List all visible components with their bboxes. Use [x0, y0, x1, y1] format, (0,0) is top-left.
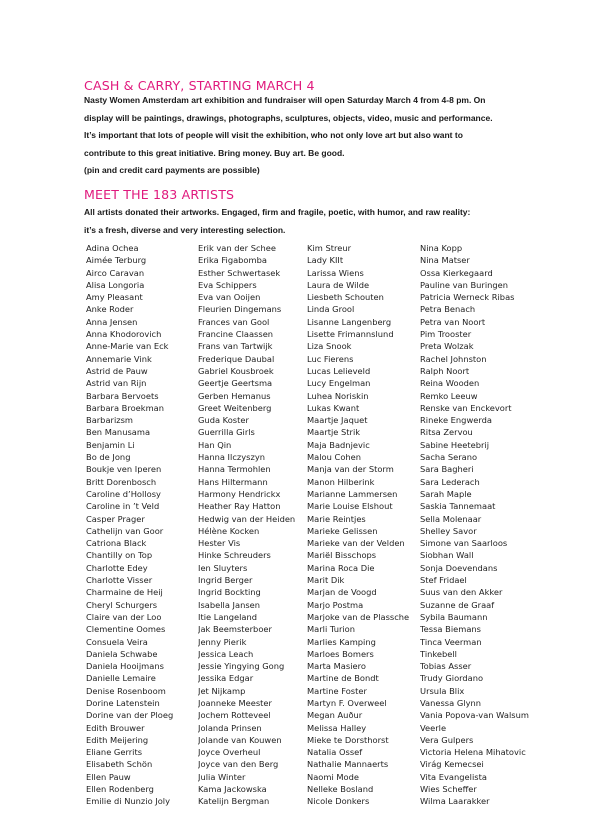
artist-name: Veerle	[420, 722, 447, 733]
artist-name: Mieke te Dorsthorst	[307, 734, 389, 745]
artist-name: Airco Caravan	[86, 267, 145, 278]
artist-name: Claire van der Loo	[86, 611, 162, 622]
artist-name: Suzanne de Graaf	[420, 599, 495, 610]
artist-name: Catriona Black	[86, 538, 147, 549]
artist-name: Lucy Engelman	[307, 378, 371, 389]
artist-name: Edith Brouwer	[86, 722, 145, 733]
artist-name: Lisette Frimannslund	[307, 329, 394, 340]
artist-name: Itie Langeland	[198, 611, 257, 622]
artist-name: Adina Ochea	[86, 243, 139, 253]
artist-name: Rachel Johnston	[420, 353, 487, 364]
artist-name: Fleurien Dingemans	[198, 304, 282, 315]
artist-column-4	[420, 242, 550, 808]
artist-name: Anne-Marie van Eck	[86, 341, 169, 352]
artist-name: Natalia Ossef	[307, 747, 363, 758]
artist-name: Stef Fridael	[420, 575, 467, 586]
artist-name: Rineke Engwerda	[420, 415, 492, 426]
artist-name: Tobias Asser	[420, 661, 472, 672]
artist-name: Francine Claassen	[198, 329, 274, 340]
artist-column-1	[86, 242, 208, 808]
artist-name: Larissa Wiens	[307, 267, 364, 278]
artist-name: Liesbeth Schouten	[307, 292, 384, 303]
artist-name: Erika Figabomba	[198, 255, 267, 266]
artist-name: Dorine van der Ploeg	[86, 710, 174, 721]
artist-name: Jolande van Kouwen	[198, 734, 282, 745]
artist-name: Anna Jensen	[86, 316, 138, 327]
artist-name: Marjo Postma	[307, 599, 364, 610]
artist-name: Frans van Tartwijk	[198, 341, 273, 352]
artist-name: Ritsa Zervou	[420, 427, 473, 438]
artist-name: Barbara Broekman	[86, 402, 165, 413]
artist-name: Benjamin Li	[86, 439, 135, 450]
artist-name: Greet Weitenberg	[198, 402, 272, 413]
artist-name: Hanna Termohlen	[198, 464, 271, 475]
artist-name: Charlotte Visser	[86, 575, 153, 586]
artist-name: Annemarie Vink	[86, 353, 152, 364]
artist-name: Mariël Bisschops	[307, 550, 377, 561]
artist-name: Ellen Rodenberg	[86, 784, 154, 795]
artist-name: Anna Khodorovich	[86, 329, 162, 340]
artist-name: Gerben Hemanus	[198, 390, 271, 401]
artist-name: Boukje ven Iperen	[86, 464, 162, 475]
artist-name: Caroline d’Hollosy	[86, 488, 161, 499]
artist-name: Petra van Noort	[420, 316, 486, 327]
artist-name: Astrid de Pauw	[86, 365, 148, 376]
artist-name: Clementine Oomes	[86, 624, 166, 635]
artist-name: Ralph Noort	[420, 365, 470, 376]
artist-name: Virág Kemecsei	[420, 759, 484, 770]
artist-name: Kim Streur	[307, 243, 351, 253]
artist-name: Nina Kopp	[420, 243, 463, 253]
artist-name: Nathalie Mannaerts	[307, 759, 389, 770]
paragraph-line: All artists donated their artworks. Engaged, firm and fragile, poetic, with humor, and raw reality:	[84, 207, 471, 217]
artist-name: Hinke Schreuders	[198, 550, 271, 561]
artist-name: Marli Turion	[307, 624, 356, 635]
artist-name: Luc Fierens	[307, 353, 354, 364]
artist-name: Simone van Saarloos	[420, 538, 508, 549]
artist-name: Wies Scheffer	[420, 784, 477, 795]
artist-name: Guda Koster	[198, 415, 249, 426]
paragraph-line: It’s important that lots of people will visit the exhibition, who not only love art but also want to	[84, 130, 463, 140]
artist-name: Cheryl Schurgers	[86, 599, 158, 610]
artist-name: Shelley Savor	[420, 525, 477, 536]
artist-name: Cathelijn van Goor	[86, 525, 164, 536]
artist-name: Amy Pleasant	[86, 292, 143, 303]
artist-name: Consuela Veira	[86, 636, 148, 647]
artist-name: Isabella Jansen	[198, 599, 261, 610]
artist-name: Wilma Laarakker	[420, 796, 490, 807]
artist-name: Gabriel Kousbroek	[198, 365, 274, 376]
artist-name: Linda Grool	[307, 304, 355, 315]
artist-name: Jochem Rotteveel	[198, 710, 271, 721]
artist-name: Manja van der Storm	[307, 464, 394, 475]
artist-name: Emilie di Nunzio Joly	[86, 796, 171, 807]
artist-name: Sybila Baumann	[420, 611, 488, 622]
artist-name: Daniela Schwabe	[86, 648, 158, 659]
artist-name: Casper Prager	[86, 513, 145, 524]
artist-name: Marianne Lammersen	[307, 488, 398, 499]
artists-intro-paragraph	[84, 204, 524, 239]
artist-name: Lady KIIt	[307, 255, 344, 266]
artist-name: Alisa Longoria	[86, 279, 145, 290]
artist-name: Jak Beemsterboer	[198, 624, 272, 635]
artist-name: Lukas Kwant	[307, 402, 360, 413]
artist-name: Eliane Gerrits	[86, 747, 143, 758]
artist-name: Ursula Blix	[420, 685, 465, 696]
artist-name: Ien Sluyters	[198, 562, 248, 573]
artist-name: Marjan de Voogd	[307, 587, 377, 598]
artist-name: Vanessa Glynn	[420, 697, 482, 708]
artist-name: Vera Gulpers	[420, 734, 474, 745]
artist-name: Victoria Helena Mihatovic	[420, 747, 526, 758]
artist-name: Julia Winter	[198, 771, 246, 782]
artist-name: Danielle Lemaire	[86, 673, 156, 684]
artist-name: Han Qin	[198, 439, 232, 450]
artist-name: Naomi Mode	[307, 771, 359, 782]
artist-name: Reina Wooden	[420, 378, 480, 389]
artist-name: Astrid van Rijn	[86, 378, 147, 389]
artist-name: Megan Auður	[307, 710, 363, 721]
artist-name: Eva van Ooijen	[198, 292, 261, 303]
artist-name: Marit Dik	[307, 575, 345, 586]
artist-name: Remko Leeuw	[420, 390, 478, 401]
artist-name: Eva Schippers	[198, 279, 257, 290]
artist-name: Erik van der Schee	[198, 243, 277, 253]
artist-name: Barbara Bervoets	[86, 390, 159, 401]
artist-name: Daniela Hooijmans	[86, 661, 164, 672]
artist-name: Jet Nijkamp	[198, 685, 246, 696]
artist-name: Ellen Pauw	[86, 771, 131, 782]
artist-name: Saskia Tannemaat	[420, 501, 496, 512]
artist-name: Jessie Yingying Gong	[198, 661, 285, 672]
artist-name: Preta Wolzak	[420, 341, 474, 352]
artist-name: Laura de Wilde	[307, 279, 370, 290]
artist-name: Esther Schwertasek	[198, 267, 281, 278]
artist-name: Nina Matser	[420, 255, 470, 266]
artist-name: Manon Hilberink	[307, 476, 375, 487]
artist-name: Renske van Enckevort	[420, 402, 512, 413]
artist-name: Guerrilla Girls	[198, 427, 255, 438]
artist-name: Ingrid Bockting	[198, 587, 261, 598]
artist-name: Aimée Terburg	[86, 255, 147, 266]
artist-name: Martyn F. Overweel	[307, 697, 387, 708]
artist-name: Jenny Pierik	[198, 636, 247, 647]
artist-name: Marta Masiero	[307, 661, 366, 672]
artist-name: Melissa Halley	[307, 722, 367, 733]
artist-name: Nelleke Bosland	[307, 784, 374, 795]
artist-name: Martine Foster	[307, 685, 367, 696]
artist-name: Jolanda Prinsen	[198, 722, 262, 733]
artist-name: Heather Ray Hatton	[198, 501, 281, 512]
artist-name: Vita Evangelista	[420, 771, 487, 782]
artist-name: Hester Vis	[198, 538, 241, 549]
artist-name: Barbarizsm	[86, 415, 134, 426]
artist-name: Patricia Werneck Ribas	[420, 292, 515, 303]
artist-name: Pauline van Buringen	[420, 279, 509, 290]
artist-name: Sara Lederach	[420, 476, 480, 487]
artist-name: Marie Reintjes	[307, 513, 366, 524]
artist-name: Martine de Bondt	[307, 673, 379, 684]
artist-name: Luhea Noriskin	[307, 390, 369, 401]
artist-name: Marloes Bomers	[307, 648, 374, 659]
cash-carry-heading: CASH & CARRY, STARTING MARCH 4	[84, 78, 315, 93]
artist-name: Marieke Gelissen	[307, 525, 378, 536]
artist-name: Maartje Jaquet	[307, 415, 368, 426]
artist-name: Pim Trooster	[420, 329, 472, 340]
artist-name: Tessa Biemans	[420, 624, 481, 635]
artist-name: Marina Roca Die	[307, 562, 375, 573]
artist-name: Ossa Kierkegaard	[420, 267, 493, 278]
artist-name: Marjoke van de Plassche	[307, 611, 410, 622]
artist-name: Siobhan Wall	[420, 550, 474, 561]
artist-name: Maartje Strik	[307, 427, 361, 438]
artist-name: Hélène Kocken	[198, 525, 260, 536]
artist-name: Joanneke Meester	[198, 697, 272, 708]
artist-column-2	[198, 242, 320, 808]
artist-name: Charmaine de Heij	[86, 587, 163, 598]
artist-name: Joyce van den Berg	[198, 759, 279, 770]
artist-name: Marieke van der Velden	[307, 538, 405, 549]
artist-name: Sella Molenaar	[420, 513, 482, 524]
artist-name: Edith Meijering	[86, 734, 149, 745]
artist-name: Maja Badnjevic	[307, 439, 370, 450]
artist-name: Sonja Doevendans	[420, 562, 498, 573]
artist-name: Hedwig van der Heiden	[198, 513, 296, 524]
artist-name: Suus van den Akker	[420, 587, 503, 598]
artist-name: Sacha Serano	[420, 452, 478, 463]
artists-heading: MEET THE 183 ARTISTS	[84, 187, 235, 202]
artist-name: Hanna Ilczyszyn	[198, 452, 265, 463]
paragraph-line: it’s a fresh, diverse and very interesting selection.	[84, 224, 286, 235]
artist-name: Marlies Kamping	[307, 636, 376, 647]
artist-name: Geertje Geertsma	[198, 378, 273, 389]
artist-column-3	[307, 242, 429, 808]
artist-name: Jessika Edgar	[198, 673, 254, 684]
artist-name: Hans Hiltermann	[198, 476, 268, 487]
artist-name: Bo de Jong	[86, 452, 131, 463]
artist-name: Marie Louise Elshout	[307, 501, 393, 512]
paragraph-line: contribute to this great initiative. Bring money. Buy art. Be good.	[84, 147, 345, 158]
artist-name: Lucas Lelieveld	[307, 365, 371, 376]
artist-name: Nicole Donkers	[307, 796, 370, 807]
artist-name: Frances van Gool	[198, 316, 270, 327]
artist-name: Sabine Heetebrij	[420, 439, 490, 450]
artist-name: Tinca Veerman	[420, 636, 482, 647]
paragraph-line: Nasty Women Amsterdam art exhibition and fundraiser will open Saturday March 4 from 4-8 pm. On	[84, 95, 486, 105]
artist-name: Tinkebell	[420, 648, 457, 659]
artist-name: Jessica Leach	[198, 648, 254, 659]
artist-name: Denise Rosenboom	[86, 685, 166, 696]
artist-name: Malou Cohen	[307, 452, 362, 463]
artist-name: Ingrid Berger	[198, 575, 253, 586]
artist-name: Harmony Hendrickx	[198, 488, 281, 499]
artist-name: Frederique Daubal	[198, 353, 275, 364]
artist-name: Anke Roder	[86, 304, 134, 315]
artist-name: Dorine Latenstein	[86, 697, 160, 708]
paragraph-line: (pin and credit card payments are possible)	[84, 165, 260, 175]
artist-name: Katelijn Bergman	[198, 796, 270, 807]
artist-name: Britt Dorenbosch	[86, 476, 157, 487]
artist-name: Kama Jackowska	[198, 784, 267, 795]
artist-name: Charlotte Edey	[86, 562, 148, 573]
cash-carry-paragraph	[84, 92, 524, 180]
artist-name: Joyce Overheul	[198, 747, 261, 758]
artist-name: Petra Benach	[420, 304, 476, 315]
artist-name: Liza Snook	[307, 341, 352, 352]
paragraph-line: display will be paintings, drawings, photographs, sculptures, objects, video, music and performance.	[84, 112, 493, 123]
artist-name: Chantilly on Top	[86, 550, 153, 561]
artist-name: Sarah Maple	[420, 488, 472, 499]
artist-name: Sara Bagheri	[420, 464, 474, 475]
artist-name: Caroline in ’t Veld	[86, 501, 160, 512]
artist-name: Vania Popova-van Walsum	[420, 710, 529, 721]
artist-name: Ben Manusama	[86, 427, 151, 438]
artist-name: Elisabeth Schön	[86, 759, 153, 770]
artist-name: Trudy Giordano	[420, 673, 484, 684]
artist-name: Lisanne Langenberg	[307, 316, 392, 327]
